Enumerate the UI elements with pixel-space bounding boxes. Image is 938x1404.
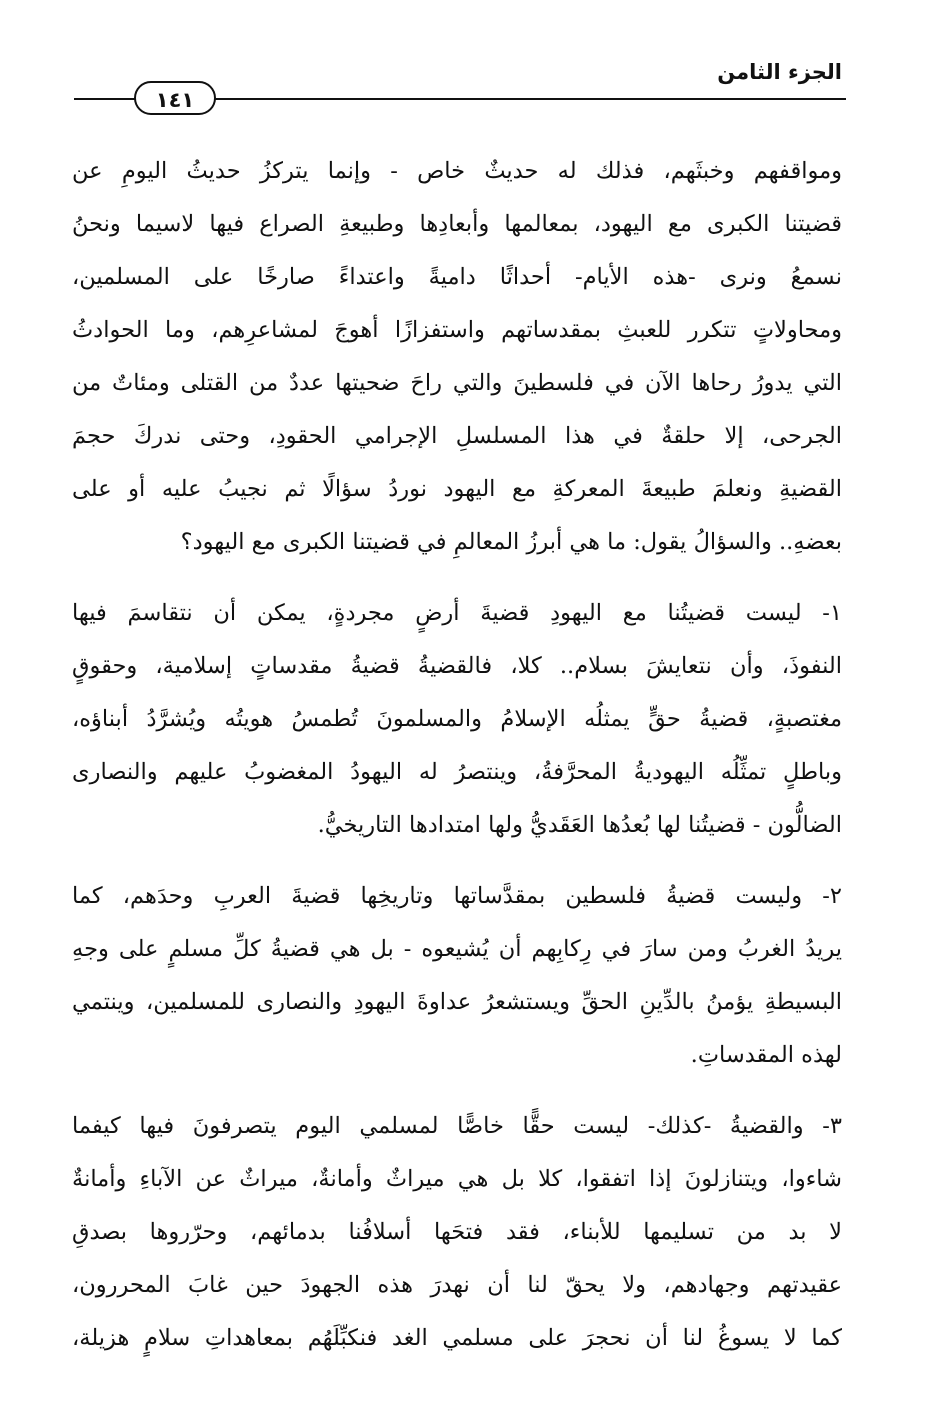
text-line: ٣- والقضيةُ -كذلك- ليست حقًّا خاصًّا لمسلمي اليوم يتصرفونَ فيها كيفما xyxy=(72,1113,842,1139)
text-line: لهذه المقدساتِ. xyxy=(690,1042,842,1068)
text-line: ومواقفهم وخبثَهم، فذلك له حديثٌ خاص - وإنما يتركزُ حديثُ اليومِ عن xyxy=(72,158,842,184)
text-line: شاءوا، ويتنازلونَ إذا اتفقوا، كلا بل هي ميراثٌ وأمانةٌ، ميراثٌ عن الآباءِ وأمانةٌ xyxy=(72,1166,842,1192)
text-line: لا بد من تسليمها للأبناء، فقد فتحَها أسلافُنا بدمائهم، وحرّروها بصدقِ xyxy=(72,1219,842,1245)
text-line: الضالُّون - قضيتُنا لها بُعدُها العَقَديُّ ولها امتدادها التاريخيُّ. xyxy=(317,812,842,838)
paragraph-intro xyxy=(72,145,842,569)
paragraph-gap xyxy=(72,852,842,870)
paragraph-gap xyxy=(72,1082,842,1100)
text-line: قضيتنا الكبرى مع اليهود، بمعالمها وأبعادِها وطبيعةِ الصراع فيها لاسيما ونحنُ xyxy=(72,211,842,237)
page-number: ١٤١ xyxy=(134,81,216,115)
paragraph-point-1 xyxy=(72,587,842,852)
text-line: بعضهِ.. والسؤالُ يقول: ما هي أبرزُ المعالمِ في قضيتنا الكبرى مع اليهود؟ xyxy=(180,529,842,555)
text-line: يريدُ الغربُ ومن سارَ في رِكابِهم أن يُشيعوه - بل هي قضيةُ كلِّ مسلمٍ على وجهِ xyxy=(72,936,842,962)
text-line: نسمعُ ونرى -هذه الأيام- أحداثًا داميةً واعتداءً صارخًا على المسلمين، xyxy=(72,264,842,290)
text-line: القضيةِ ونعلمَ طبيعةَ المعركةِ مع اليهود نوردُ سؤالًا ثم نجيبُ عليه أو على xyxy=(72,476,842,502)
text-line: كما لا يسوغُ لنا أن نحجرَ على مسلمي الغد فنكبِّلَهُم بمعاهداتِ سلامٍ هزيلة، xyxy=(72,1325,842,1351)
text-line: الجرحى، إلا حلقةٌ في هذا المسلسلِ الإجرامي الحقودِ، وحتى ندركَ حجمَ xyxy=(72,423,842,449)
text-line: عقيدتهم وجهادهم، ولا يحقّ لنا أن نهدرَ هذه الجهودَ حين غابَ المحررون، xyxy=(72,1272,842,1298)
text-line: مغتصبةٍ، قضيةُ حقٍّ يمثلُه الإسلامُ والمسلمونَ تُطمسُ هويتُه ويُشرَّدُ أبناؤه، xyxy=(72,706,842,732)
text-line: النفوذَ، وأن نتعايشَ بسلام.. كلا، فالقضيةُ قضيةُ مقدساتٍ إسلامية، وحقوقٍ xyxy=(72,653,842,679)
text-line: وباطلٍ تمثِّلُه اليهوديةُ المحرَّفةُ، وينتصرُ له اليهودُ المغضوبُ عليهم والنصارى xyxy=(72,759,842,785)
paragraph-point-3 xyxy=(72,1100,842,1365)
text-line: ١- ليست قضيتُنا مع اليهودِ قضيةَ أرضٍ مجردةٍ، يمكن أن نتقاسمَ فيها xyxy=(72,600,842,626)
running-header: الجزء الثامن xyxy=(717,60,842,84)
text-line: ومحاولاتٍ تتكرر للعبثِ بمقدساتهم واستفزازًا أهوجَ لمشاعرِهم، وما الحوادثُ xyxy=(72,317,842,343)
paragraph-point-2 xyxy=(72,870,842,1082)
text-line: البسيطةِ يؤمنُ بالدِّينِ الحقِّ ويستشعرُ عداوةَ اليهودِ والنصارى للمسلمين، وينتمي xyxy=(72,989,842,1015)
text-line: التي يدورُ رحاها الآن في فلسطينَ والتي راحَ ضحيتها عددٌ من القتلى ومئاتٌ من xyxy=(72,370,842,396)
text-line: ٢- وليست قضيةُ فلسطين بمقدَّساتها وتاريخِها قضيةَ العربِ وحدَهم، كما xyxy=(72,883,842,909)
body-text xyxy=(72,145,842,1365)
paragraph-gap xyxy=(72,569,842,587)
